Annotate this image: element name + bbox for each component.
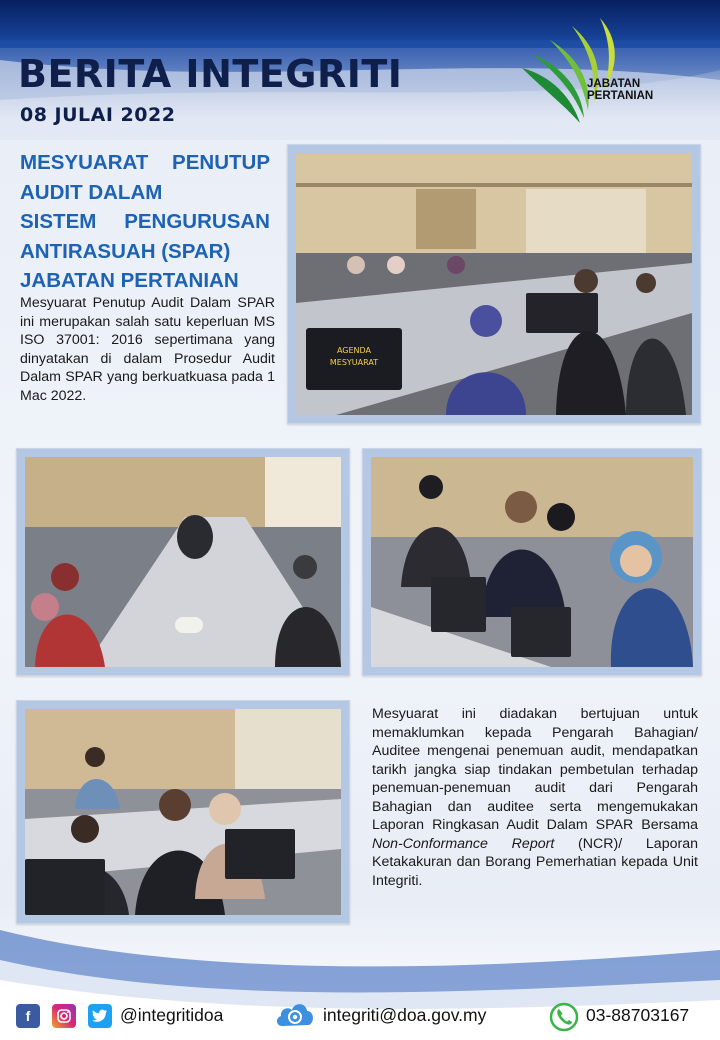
article-body (372, 705, 698, 890)
headline-line: AUDIT DALAM (20, 180, 163, 204)
logo-wordmark (587, 78, 653, 102)
meeting-photo-main (287, 144, 701, 424)
body-text-part-2: (NCR)/ Laporan Ketakakuran dan Borang Pemerhatian kepada Unit Integriti. (372, 835, 698, 889)
article-intro: Mesyuarat Penutup Audit Dalam SPAR ini merupakan salah satu keperluan MS ISO 37001: 2016 sepertimana yang dinyatakan di dalam Prosedur Audit Dalam SPAR yang berkuatkuasa pada 1 Mac 2022. (20, 295, 275, 404)
headline-line: ANTIRASUAH (SPAR) (20, 239, 231, 263)
logo-line-2: PERTANIAN (587, 90, 654, 102)
contact-phone[interactable]: 03-88703167 (586, 1005, 690, 1025)
issue-date: 08 JULAI 2022 (20, 104, 176, 126)
social-handle[interactable]: @integritidoa (120, 1005, 224, 1025)
facebook-icon[interactable]: f (16, 1004, 40, 1028)
email-cloud-icon[interactable] (274, 998, 316, 1032)
headline-line: JABATAN PERTANIAN (20, 269, 239, 292)
twitter-icon[interactable] (88, 1004, 112, 1028)
meeting-photo-right (362, 448, 702, 676)
screen-text: MESYUARAT (329, 358, 379, 367)
jabatan-pertanian-logo (512, 18, 682, 128)
screen-text: AGENDA (336, 346, 372, 355)
whatsapp-phone-icon[interactable] (548, 1001, 580, 1033)
meeting-photo-main-image (296, 153, 692, 415)
meeting-photo-right-image (371, 457, 693, 667)
headline-line: SISTEM PENGURUSAN (20, 210, 270, 233)
meeting-photo-left (16, 448, 350, 676)
contact-email[interactable]: integriti@doa.gov.my (323, 1005, 487, 1025)
logo-line-1: JABATAN (587, 78, 641, 90)
newsletter-title: BERITA INTEGRITI (18, 52, 403, 96)
meeting-photo-bottom (16, 700, 350, 924)
body-text-part-1: Mesyuarat ini diadakan bertujuan untuk memaklumkan kepada Pengarah Bahagian/ Auditee mengenai penemuan audit, mendapatkan tarikh jangka siap tindakan pembetulan terhadap penemuan-penemuan audit dari Pengarah Bahagian dan auditee serta mengemukakan Laporan Ringkasan Audit Dalam SPAR Bersama (372, 706, 698, 833)
headline-line: MESYUARAT PENUTUP (20, 151, 270, 174)
article-headline (20, 148, 270, 296)
body-text-italic: Non-Conformance Report (372, 835, 555, 852)
meeting-photo-left-image (25, 457, 341, 667)
instagram-icon[interactable] (52, 1004, 76, 1028)
meeting-photo-bottom-image (25, 709, 341, 915)
